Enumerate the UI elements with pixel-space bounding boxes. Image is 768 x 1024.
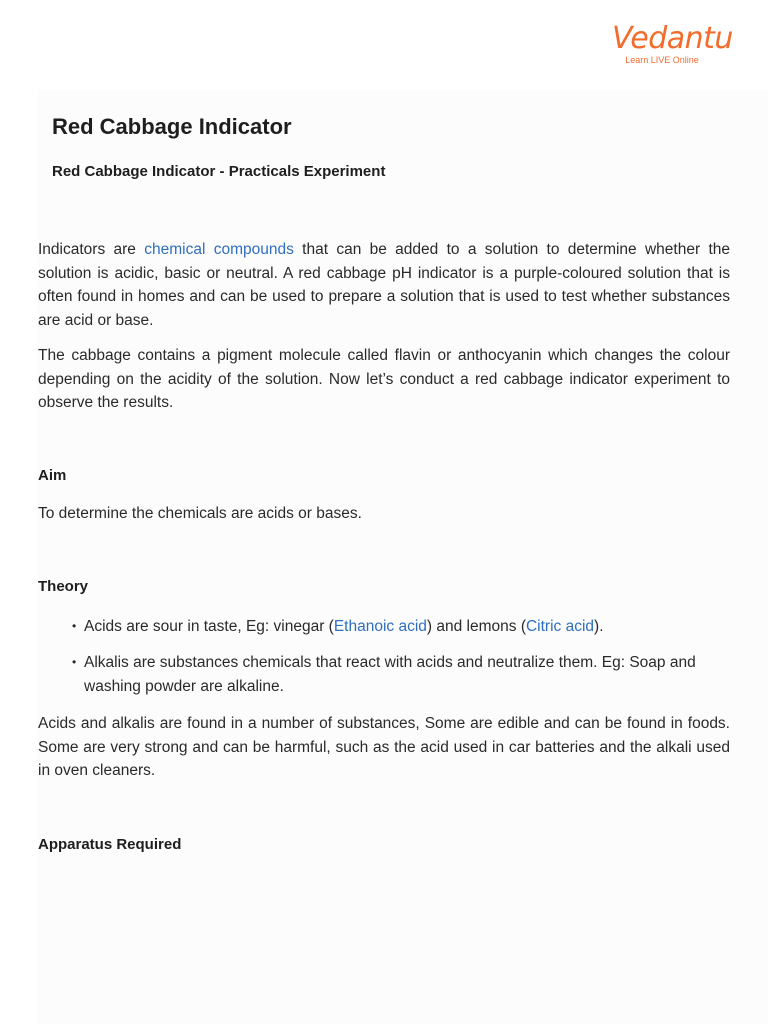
bullet1-text-b: ) and lemons (	[426, 618, 526, 635]
theory-paragraph: Acids and alkalis are found in a number of substances, Some are edible and can be found in foods. Some are very strong and can be harmful, such as the acid used in car batteries and the alkali used in oven cleaners.	[38, 715, 730, 779]
chemical-compounds-link[interactable]: chemical compounds	[144, 241, 294, 258]
citric-acid-link[interactable]: Citric acid	[525, 618, 595, 635]
ethanoic-acid-link[interactable]: Ethanoic acid	[333, 618, 427, 635]
logo-wordmark: Vedantu	[612, 21, 733, 56]
bullet-dot: •	[72, 619, 77, 633]
vedantu-logo[interactable]	[612, 21, 733, 65]
bullet1-text-c: ).	[594, 618, 604, 635]
intro-paragraph-1	[38, 238, 730, 332]
intro-paragraph-2: The cabbage contains a pigment molecule called flavin or anthocyanin which changes the colour depending on the acidity of the solution. Now let’s conduct a red cabbage indicator experiment to observe the results.	[38, 347, 730, 411]
theory-bullet-2	[72, 651, 742, 698]
bullet2-text: Alkalis are substances chemicals that react with acids and neutralize them. Eg: Soap and washing powder are alkaline.	[84, 654, 696, 695]
page-subtitle: Red Cabbage Indicator - Practicals Experiment	[52, 163, 386, 180]
aim-heading: Aim	[38, 467, 67, 484]
logo-tagline: Learn LIVE Online	[625, 55, 699, 65]
page-title: Red Cabbage Indicator	[52, 114, 292, 139]
theory-heading: Theory	[38, 578, 89, 595]
apparatus-heading: Apparatus Required	[38, 836, 182, 853]
bullet-dot: •	[72, 655, 77, 669]
aim-text: To determine the chemicals are acids or bases.	[38, 505, 362, 522]
bullet1-text-a: Acids are sour in taste, Eg: vinegar (	[84, 618, 334, 635]
intro-text-before: Indicators are	[38, 241, 145, 258]
theory-bullet-1	[72, 615, 742, 639]
content-area	[38, 90, 768, 1024]
intro-text-after: that can be added to a solution to determine whether the solution is acidic, basic or neutral. A red cabbage pH indicator is a purple-coloured solution that is often found in homes and can be used to prepare a solution that is used to test whether substances are acid or base.	[38, 241, 730, 329]
